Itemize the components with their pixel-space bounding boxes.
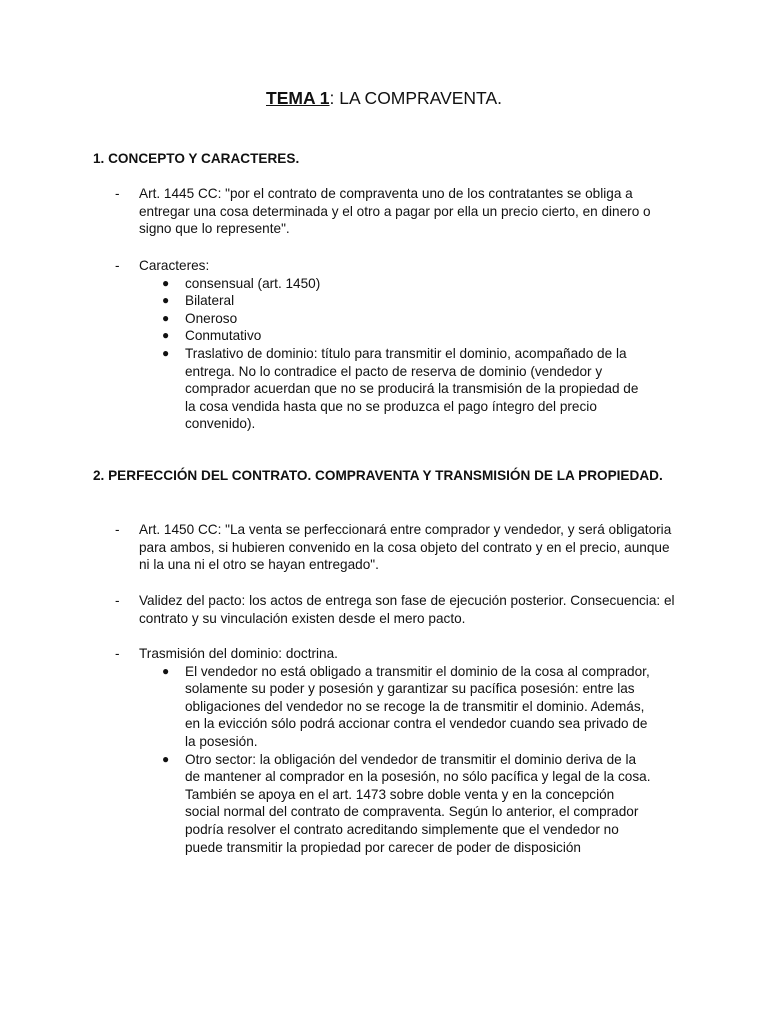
section-1-item-article xyxy=(115,185,675,238)
document-title xyxy=(0,87,768,109)
bullet-icon: ● xyxy=(162,751,170,766)
list-item: ● Traslativo de dominio: título para transmitir el dominio, acompañado de la entrega. No lo contradice el pacto de reserva de dominio (vendedor y comprador acuerdan que no se producirá la transmisión de la propiedad de la cosa vendida hasta que no se produzca el pago íntegro del precio convenido). xyxy=(162,345,639,432)
title-tema: TEMA 1 xyxy=(266,88,330,108)
section-1-item-caracteres xyxy=(115,257,675,433)
article-1450-text: Art. 1450 CC: "La venta se perfeccionará entre comprador y vendedor, y será obligatoria para ambos, si hubieren convenido en la cosa objeto del contrato y en el precio, aunque ni la una ni el otro se hayan entregado". xyxy=(139,522,672,573)
bullet-icon: ● xyxy=(162,275,170,290)
list-item: ● Conmutativo xyxy=(162,328,262,344)
list-item: ● consensual (art. 1450) xyxy=(162,275,321,291)
list-item: ● Bilateral xyxy=(162,293,235,309)
validez-text: Validez del pacto: los actos de entrega son fase de ejecución posterior. Consecuencia: el contrato y su vinculación existen desde el mero pacto. xyxy=(139,593,675,626)
list-item: ● Otro sector: la obligación del vendedor de transmitir el dominio deriva de la de mantener al comprador en la posesión, no sólo pacífica y legal de la cosa. También se apoya en el art. 1473 sobre doble venta y en la concepción social normal del contrato de compraventa. Según lo anterior, el comprador podría resolver el contrato acreditando simplemente que el vendedor no puede transmitir la propiedad por carecer de poder de disposición xyxy=(162,751,651,855)
list-item: ● El vendedor no está obligado a transmitir el dominio de la cosa al comprador, solamente su poder y posesión y garantizar su pacífica posesión: entre las obligaciones del vendedor no se recoge la de transmitir el dominio. Además, en la evicción sólo podrá accionar contra el vendedor cuando sea privado de la posesión. xyxy=(162,663,650,749)
dash-marker: - xyxy=(115,646,120,661)
article-1445-text: Art. 1445 CC: "por el contrato de compraventa uno de los contratantes se obliga a entregar una cosa determinada y el otro a pagar por ella un precio cierto, en dinero o signo que lo represente". xyxy=(139,186,651,237)
doctrina-list xyxy=(161,663,651,857)
section-2-heading: 2. PERFECCIÓN DEL CONTRATO. COMPRAVENTA Y TRANSMISIÓN DE LA PROPIEDAD. xyxy=(93,468,663,483)
dash-marker: - xyxy=(115,258,120,273)
bullet-icon: ● xyxy=(162,328,170,343)
dash-marker: - xyxy=(115,593,120,608)
bullet-icon: ● xyxy=(162,663,170,678)
section-1-heading: 1. CONCEPTO Y CARACTERES. xyxy=(93,151,300,166)
section-2-item-trasmision xyxy=(115,645,675,856)
caracteres-list xyxy=(161,275,651,433)
section-2-item-validez xyxy=(115,592,675,627)
bullet-icon: ● xyxy=(162,345,170,360)
dash-marker: - xyxy=(115,186,120,201)
bullet-icon: ● xyxy=(162,293,170,308)
list-item: ● Oneroso xyxy=(162,310,238,326)
title-rest: : LA COMPRAVENTA. xyxy=(329,88,502,108)
section-2-item-article xyxy=(115,521,675,574)
bullet-icon: ● xyxy=(162,310,170,325)
dash-marker: - xyxy=(115,522,120,537)
trasmision-label: Trasmisión del dominio: doctrina. xyxy=(139,646,338,661)
caracteres-label: Caracteres: xyxy=(139,258,210,273)
